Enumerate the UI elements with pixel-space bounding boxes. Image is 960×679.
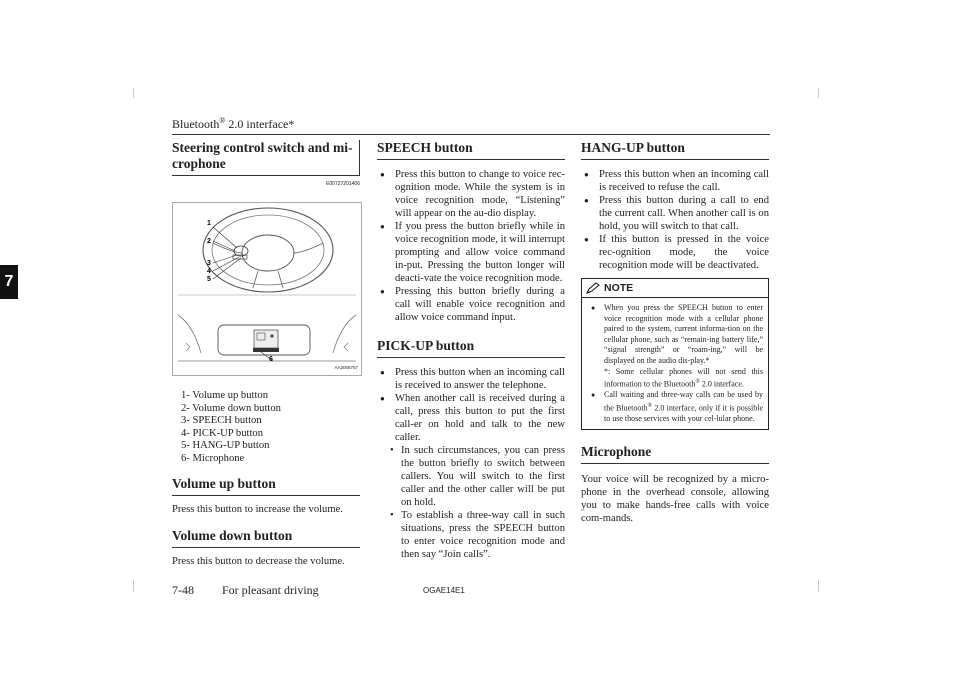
microphone-text: Your voice will be recognized by a micro-phone in the overhead console, allowing you to make hands-free calls with voice com-mands. xyxy=(581,473,769,524)
bullet-icon: ● xyxy=(380,368,385,377)
figure-legend xyxy=(181,390,360,466)
column-right xyxy=(581,140,769,525)
footer-title: For pleasant driving xyxy=(222,583,319,597)
crop-mark xyxy=(818,88,819,98)
bullet-icon: ● xyxy=(584,170,589,179)
steering-wheel-figure xyxy=(172,202,362,376)
callout-3: 3 xyxy=(207,260,211,267)
note-item: ● When you press the SPEECH button to enter voice recognition mode with a cellular phone paired to the system, current informa-tion on the cellular phone, such as “remain-ing battery life,” “signal strength” or “roam-ing,” will be displayed on the audio dis-play.* *: Some cellular phones will not send this information to the Bluetooth® 2.0 interface. xyxy=(591,303,763,389)
callout-1: 1 xyxy=(207,220,211,227)
legend-item: 1- Volume up button xyxy=(181,390,269,401)
section-heading-microphone: Microphone xyxy=(581,444,769,464)
page-number: 7-48 xyxy=(172,583,194,597)
header-rule xyxy=(172,134,770,135)
note-header xyxy=(582,279,768,298)
callout-6: 6 xyxy=(269,356,273,363)
list-item: ● When another call is received during a call, press this button to put the first call-er on hold and talk to the new caller. • In such circumstances, you can press the button briefly to switch between callers. You will switch to the first caller and the other caller will be put on hold. • To establish a three-way call in such situations, press the SPEECH button to enter voice recognition mode and then say “Join calls”. xyxy=(380,393,565,560)
pencil-note-icon xyxy=(586,282,600,294)
section-heading-steering-switch: Steering control switch and mi-crophone xyxy=(172,140,360,176)
chapter-tab: 7 xyxy=(0,265,18,299)
column-left xyxy=(172,140,360,568)
section-heading-volume-down: Volume down button xyxy=(172,528,360,548)
figure-code: AA3008757 xyxy=(334,365,358,370)
hangup-list xyxy=(581,168,769,272)
section-heading-hangup: HANG-UP button xyxy=(581,140,769,160)
bullet-icon: ● xyxy=(584,196,589,205)
sub-list-item: • In such circumstances, you can press the button briefly to switch between callers. You will switch to the first caller and the other caller will be put on hold. xyxy=(390,445,565,508)
section-heading-speech: SPEECH button xyxy=(377,140,565,160)
callout-2: 2 xyxy=(207,238,211,245)
crop-mark xyxy=(133,88,134,98)
legend-item: 4- PICK-UP button xyxy=(181,427,264,439)
list-item: ● If you press the button briefly while in voice recognition mode, it will interrupt prompting and allow voice command in-put. Pressing the button longer will deacti-vate the voice recognition mode. xyxy=(380,221,565,284)
note-body xyxy=(582,298,768,429)
section-heading-pickup: PICK-UP button xyxy=(377,338,565,358)
list-item: ● Press this button when an incoming call is received to refuse the call. xyxy=(584,169,769,193)
running-header: Bluetooth® 2.0 interface* xyxy=(172,116,295,131)
legend-item: 2- Volume down button xyxy=(181,402,281,414)
list-item: ● Press this button during a call to end the current call. When another call is on hold, you will switch to that call. xyxy=(584,195,769,232)
bullet-icon: ● xyxy=(380,222,385,231)
bullet-icon: ● xyxy=(380,394,385,403)
steering-wheel-illustration xyxy=(173,203,361,375)
legend-item: 6- Microphone xyxy=(181,452,245,464)
note-item: ● Call waiting and three-way calls can be used by the Bluetooth® 2.0 interface, only if it is possible to use those services with your cel-lular phone. xyxy=(591,390,764,424)
volume-down-text: Press this button to decrease the volume. xyxy=(172,555,345,567)
bullet-icon: ● xyxy=(380,170,385,179)
column-middle xyxy=(377,140,565,561)
crop-mark xyxy=(133,580,134,592)
list-item: ● Pressing this button briefly during a call will enable voice recognition and allow voice command input. xyxy=(380,286,565,323)
bullet-icon: ● xyxy=(591,391,596,400)
list-item: ● If this button is pressed in the voice rec-ognition mode, the voice recognition mode will be deactivated. xyxy=(584,234,769,271)
note-label: NOTE xyxy=(604,281,634,294)
pickup-list xyxy=(377,366,565,561)
footer-code: OGAE14E1 xyxy=(423,586,465,595)
legend-item: 5- HANG-UP button xyxy=(181,440,270,452)
bullet-icon: ● xyxy=(380,287,385,296)
speech-list xyxy=(377,168,565,324)
callout-4: 4 xyxy=(207,268,211,275)
callout-5: 5 xyxy=(207,276,211,283)
section-heading-volume-up: Volume up button xyxy=(172,476,360,496)
note-box xyxy=(581,278,769,430)
pickup-sublist xyxy=(383,444,565,561)
legend-item: 3- SPEECH button xyxy=(181,415,262,427)
bullet-icon: ● xyxy=(584,235,589,244)
list-item: ● Press this button when an incoming call is received to answer the telephone. xyxy=(380,367,565,391)
list-item: ● Press this button to change to voice rec-ognition mode. While the system is in voice recognition mode, “Listening” will appear on the au-dio display. xyxy=(380,169,565,219)
crop-mark xyxy=(818,580,819,592)
note-asterisk: *: Some cellular phones will not send this information to the Bluetooth® 2.0 interface. xyxy=(604,366,763,389)
sub-list-item: • To establish a three-way call in such situations, press the SPEECH button to enter voice recognition mode and then say “Join calls”. xyxy=(390,510,565,560)
bullet-icon: ● xyxy=(591,304,596,312)
volume-up-text: Press this button to increase the volume. xyxy=(172,503,343,515)
section-code: E00727201406 xyxy=(326,181,360,187)
